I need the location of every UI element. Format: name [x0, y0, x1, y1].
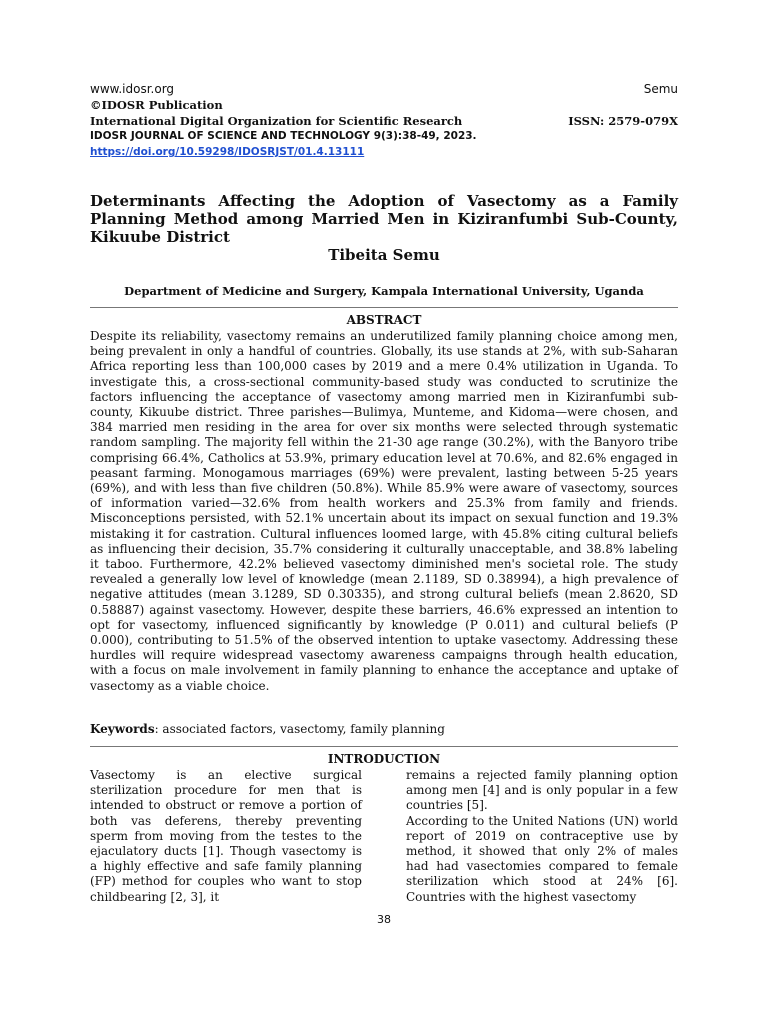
introduction-right-column	[406, 768, 678, 905]
page-number: 38	[377, 913, 391, 926]
doi-link[interactable]: https://doi.org/10.59298/IDOSRJST/01.4.13111	[90, 146, 365, 158]
publication-line: ©IDOSR Publication	[90, 98, 223, 112]
keywords-line	[90, 722, 678, 736]
keywords-text: : associated factors, vasectomy, family planning	[154, 722, 445, 736]
paper-page	[90, 0, 678, 1024]
introduction-heading: INTRODUCTION	[327, 752, 441, 766]
abstract-text: Despite its reliability, vasectomy remains an underutilized family planning choice among men, being prevalent in only a handful of countries. Globally, its use stands at 2%, with sub-Saharan Africa reporting less than 100,000 cases by 2019 and a mere 0.4% utilization in Uganda. To investigate this, a cross-sectional community-based study was conducted to scrutinize the factors influencing the acceptance of vasectomy among married men in Kiziranfumbi sub-county, Kikuube district. Three parishes—Bulimya, Munteme, and Kidoma—were chosen, and 384 married men residing in the area for over six months were selected through systematic random sampling. The majority fell within the 21-30 age range (30.2%), with the Banyoro tribe comprising 66.4%, Catholics at 53.9%, primary education level at 70.6%, and 82.6% engaged in peasant farming. Monogamous marriages (69%) were prevalent, lasting between 5-25 years (69%), and with less than five children (50.8%). While 85.9% were aware of vasectomy, sources of information varied—32.6% from health workers and 25.3% from family and friends. Misconceptions persisted, with 52.1% uncertain about its impact on sexual function and 19.3% mistaking it for castration. Cultural influences loomed large, with 45.8% citing cultural beliefs as influencing their decision, 35.7% considering it culturally unacceptable, and 38.8% labeling it taboo. Furthermore, 42.2% believed vasectomy diminished men's societal role. The study revealed a generally low level of knowledge (mean 2.1189, SD 0.38994), a high prevalence of negative attitudes (mean 3.1289, SD 0.30335), and strong cultural beliefs (mean 2.8620, SD 0.58887) against vasectomy. However, despite these barriers, 46.6% expressed an intention to opt for vasectomy, influenced significantly by knowledge (P 0.011) and cultural beliefs (P 0.000), contributing to 51.5% of the observed intention to uptake vasectomy. Addressing these hurdles will require widespread vasectomy awareness campaigns through health education, with a focus on male involvement in family planning to enhance the acceptance and uptake of vasectomy as a viable choice.	[90, 329, 678, 693]
article-title: Determinants Affecting the Adoption of Vasectomy as a Family Planning Method among Married Men in Kiziranfumbi Sub-County, Kikuube District	[90, 192, 678, 246]
introduction-top-rule	[90, 746, 678, 747]
abstract-top-rule	[90, 307, 678, 308]
abstract-heading: ABSTRACT	[346, 313, 422, 327]
keywords-label: Keywords	[90, 722, 155, 736]
header-site-row	[90, 82, 678, 96]
organization-row	[90, 114, 678, 128]
article-author: Tibeita Semu	[328, 246, 440, 264]
site-url[interactable]: www.idosr.org	[90, 82, 175, 96]
introduction-left-column: Vasectomy is an elective surgical sterilization procedure for men that is intended to obstruct or remove a portion of both vas deferens, thereby preventing sperm from moving from the testes to the ejaculatory ducts [1]. Though vasectomy is a highly effective and safe family planning (FP) method for couples who want to stop childbearing [2, 3], it	[90, 768, 362, 904]
author-affiliation: Department of Medicine and Surgery, Kampala International University, Uganda	[124, 284, 644, 298]
introduction-paragraph-1: remains a rejected family planning option among men [4] and is only popular in a few countries [5].	[406, 768, 678, 813]
journal-citation: IDOSR JOURNAL OF SCIENCE AND TECHNOLOGY 9(3):38-49, 2023.	[90, 130, 477, 142]
running-author: Semu	[643, 82, 678, 96]
organization-name: International Digital Organization for Scientific Research	[90, 114, 463, 128]
issn: ISSN: 2579-079X	[568, 114, 678, 128]
introduction-paragraph-2: According to the United Nations (UN) world report of 2019 on contraceptive use by method, it showed that only 2% of males had had vasectomies compared to female sterilization which stood at 24% [6]. Countries with the highest vasectomy	[406, 813, 678, 904]
